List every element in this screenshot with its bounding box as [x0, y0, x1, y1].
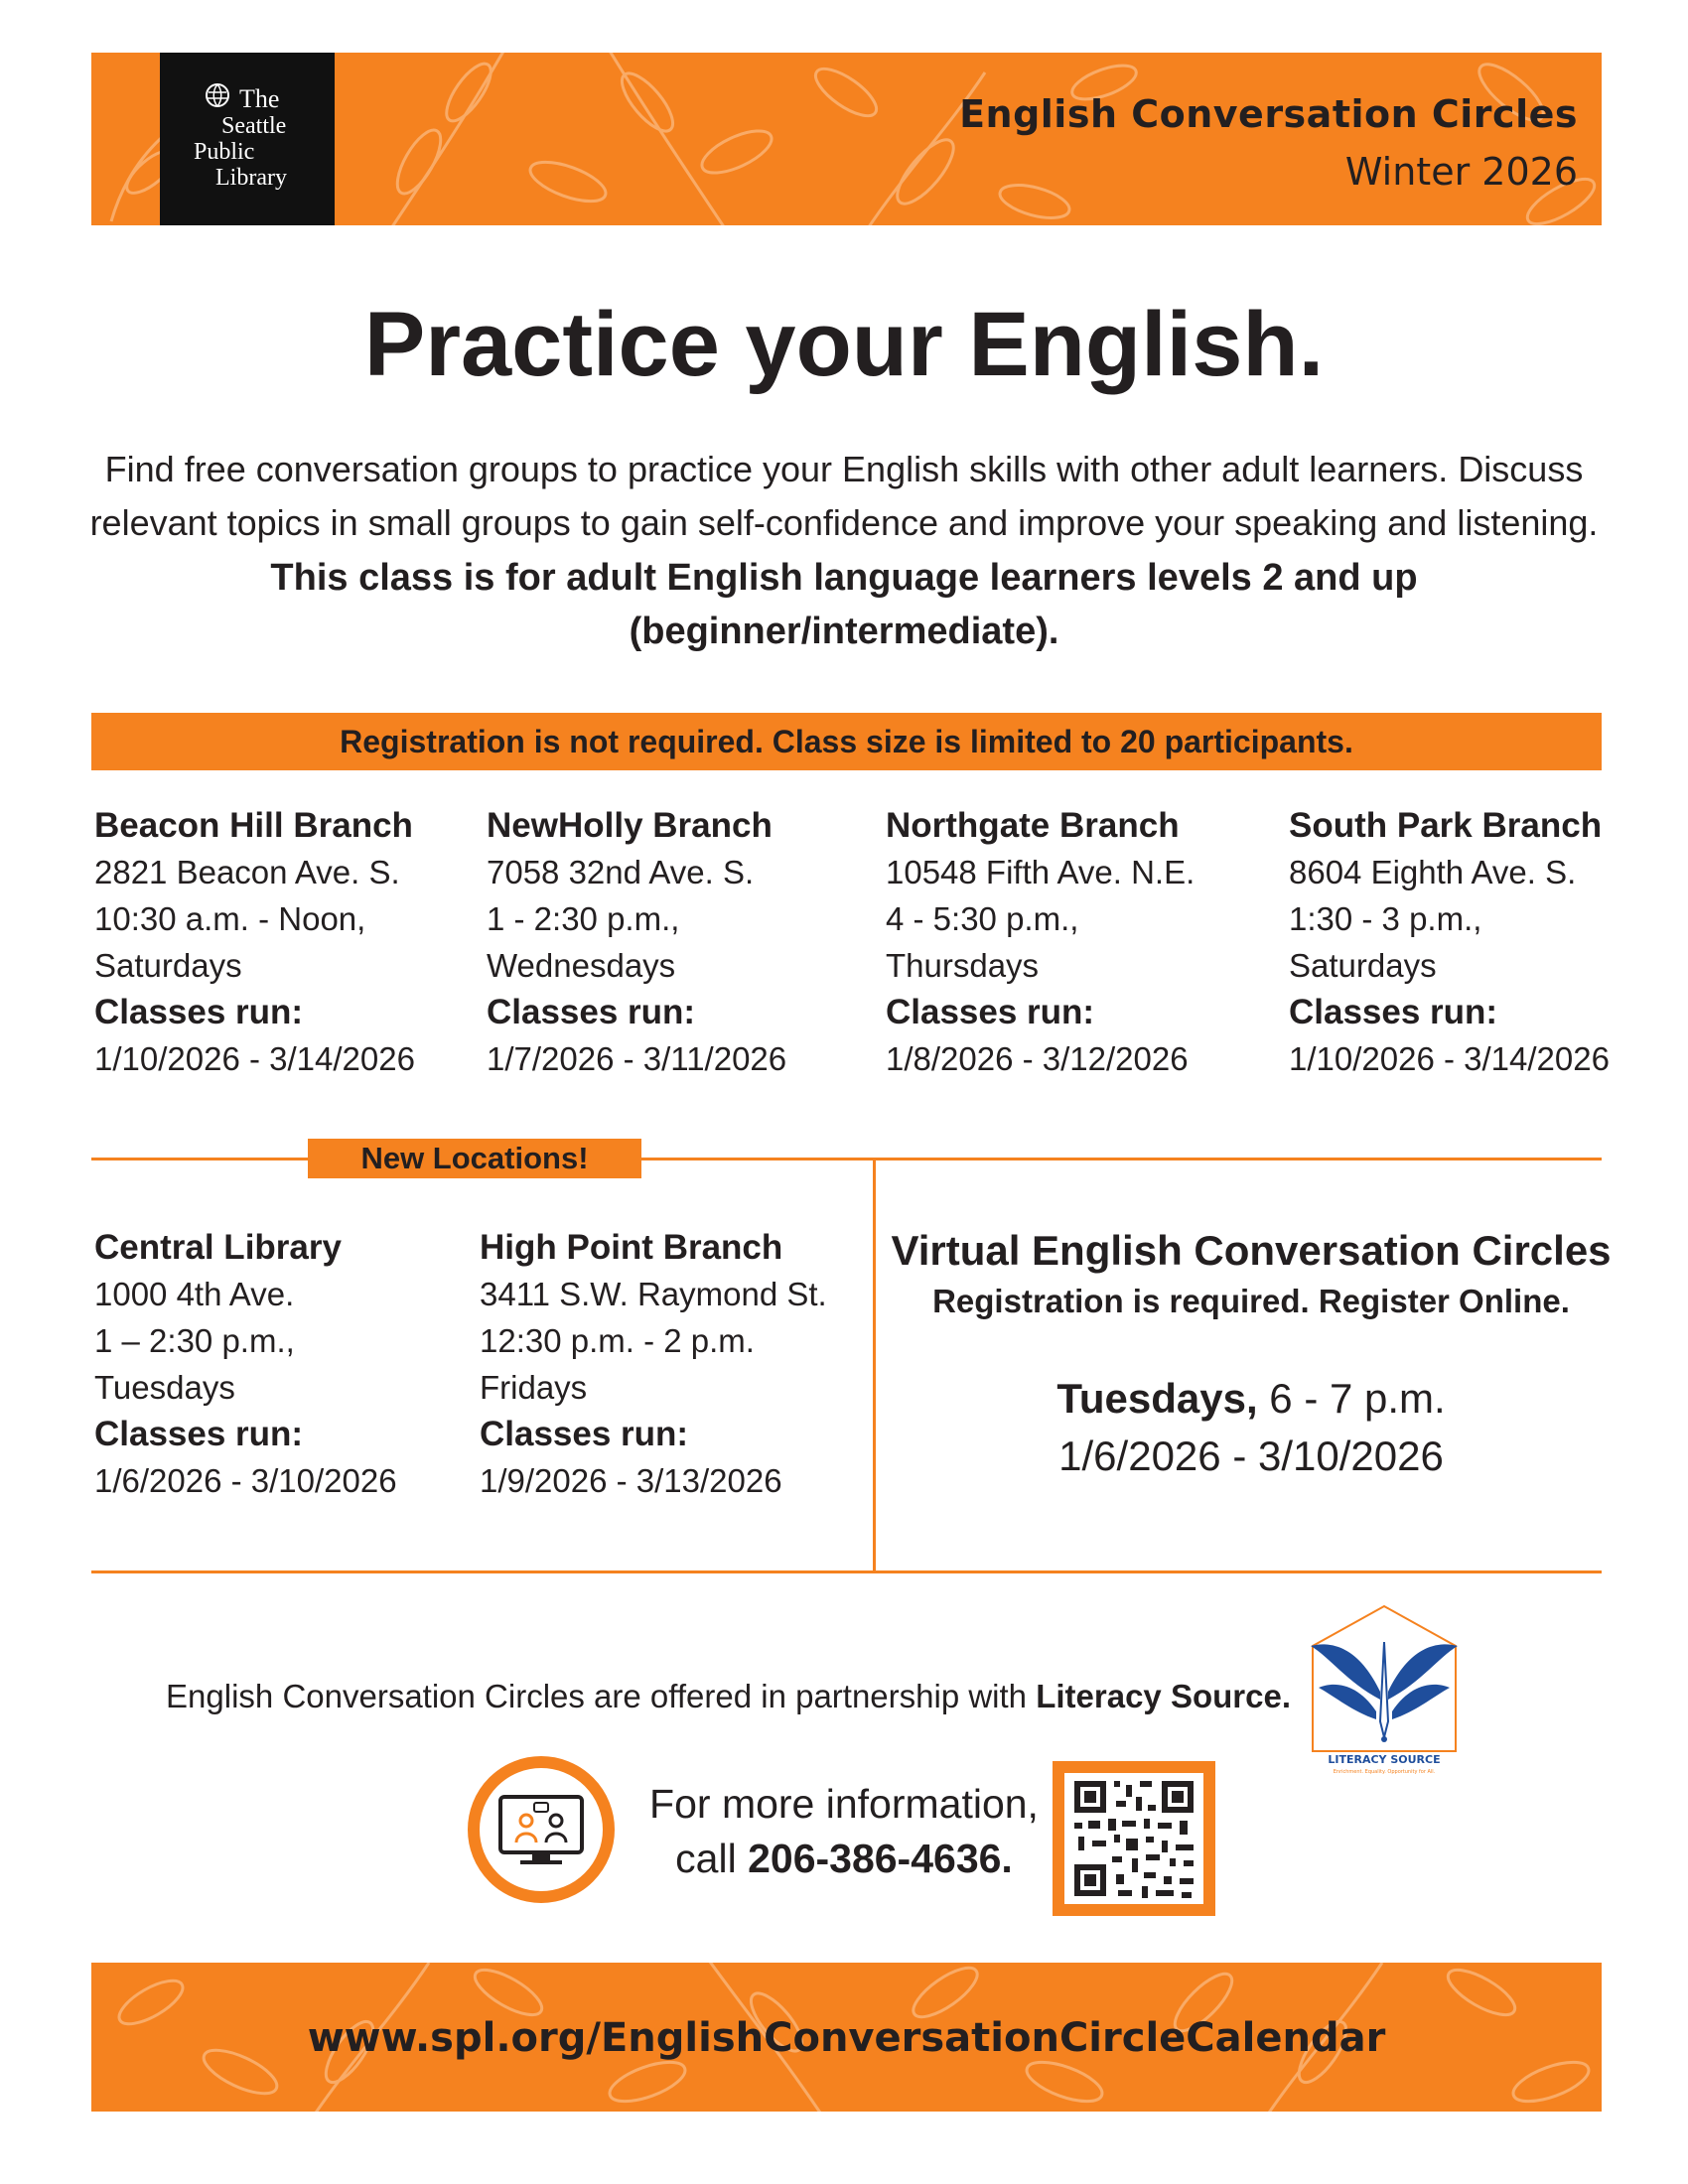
partner-name: Literacy Source.: [1036, 1678, 1291, 1714]
partnership-statement: [149, 1674, 1291, 1719]
virtual-meeting-icon: [467, 1755, 616, 1904]
branch-name: Northgate Branch: [886, 806, 1180, 845]
branch-dates: 1/10/2026 - 3/14/2026: [94, 1040, 415, 1077]
calendar-url-link[interactable]: www.spl.org/EnglishConversationCircleCalendar: [307, 2015, 1386, 2061]
classes-run-label: Classes run:: [1289, 993, 1498, 1031]
branch-day: Saturdays: [94, 947, 242, 984]
phone-number[interactable]: 206-386-4636.: [748, 1836, 1013, 1881]
branch-day: Wednesdays: [487, 947, 676, 984]
header-subtitle: Winter 2026: [1344, 150, 1578, 194]
branch-address: 2821 Beacon Ave. S.: [94, 854, 400, 890]
literacy-source-logo: [1307, 1602, 1462, 1777]
header-title: English Conversation Circles: [959, 92, 1578, 136]
literacy-source-tagline: Enrichment. Equality. Opportunity for All.: [1333, 1769, 1436, 1775]
classes-run-label: Classes run:: [886, 993, 1095, 1031]
branch-beacon-hill: [94, 802, 415, 1082]
qr-code[interactable]: [1053, 1761, 1215, 1916]
virtual-schedule: [874, 1370, 1628, 1428]
branch-northgate: [886, 802, 1195, 1082]
branch-name: Central Library: [94, 1228, 342, 1267]
branch-name: South Park Branch: [1289, 806, 1603, 845]
info-phone-line: [645, 1832, 1043, 1885]
logo-word-public: Public: [194, 139, 255, 165]
call-prefix: call: [675, 1836, 749, 1881]
logo-word-library: Library: [215, 165, 287, 191]
branch-day: Fridays: [480, 1369, 588, 1406]
library-globe-icon: [203, 80, 232, 110]
info-text-line-1: For more information,: [649, 1781, 1039, 1827]
branch-dates: 1/10/2026 - 3/14/2026: [1289, 1040, 1610, 1077]
branch-dates: 1/7/2026 - 3/11/2026: [487, 1040, 787, 1077]
virtual-registration-note: Registration is required. Register Online.: [932, 1283, 1570, 1319]
branch-address: 7058 32nd Ave. S.: [487, 854, 755, 890]
registration-notice-bar: Registration is not required. Class size is limited to 20 participants.: [91, 713, 1602, 770]
virtual-dates: 1/6/2026 - 3/10/2026: [1058, 1433, 1444, 1479]
branch-time: 1 - 2:30 p.m.,: [487, 900, 680, 937]
classes-run-label: Classes run:: [94, 993, 304, 1031]
branch-central-library: [94, 1224, 397, 1504]
header-banner: [91, 53, 1602, 225]
branch-high-point: [480, 1224, 827, 1504]
branch-time: 4 - 5:30 p.m.,: [886, 900, 1079, 937]
branch-time: 12:30 p.m. - 2 p.m.: [480, 1322, 755, 1359]
virtual-time: 6 - 7 p.m.: [1257, 1375, 1446, 1422]
branch-address: 1000 4th Ave.: [94, 1276, 295, 1312]
branch-name: NewHolly Branch: [487, 806, 773, 845]
branch-dates: 1/6/2026 - 3/10/2026: [94, 1462, 397, 1499]
intro-text-line-1: Find free conversation groups to practice your English skills with other adult learners. Discuss: [104, 449, 1584, 489]
branch-south-park: [1289, 802, 1610, 1082]
intro-text-line-2: relevant topics in small groups to gain self-confidence and improve your speaking and listening.: [89, 502, 1599, 543]
intro-audience-line-1: This class is for adult English language learners levels 2 and up: [270, 557, 1418, 599]
footer-banner: [91, 1963, 1602, 2112]
new-locations-badge: New Locations!: [308, 1139, 641, 1178]
logo-word-seattle: Seattle: [221, 113, 287, 139]
branch-name: High Point Branch: [480, 1228, 783, 1267]
branch-address: 8604 Eighth Ave. S.: [1289, 854, 1577, 890]
seattle-public-library-logo: [160, 53, 335, 225]
branch-time: 10:30 a.m. - Noon,: [94, 900, 366, 937]
page-headline: Practice your English.: [363, 294, 1325, 395]
virtual-circles-title: Virtual English Conversation Circles: [891, 1227, 1612, 1274]
branch-dates: 1/8/2026 - 3/12/2026: [886, 1040, 1189, 1077]
logo-word-the: The: [239, 84, 280, 113]
branch-day: Tuesdays: [94, 1369, 235, 1406]
section-divider-bottom: [91, 1570, 1602, 1573]
branch-dates: 1/9/2026 - 3/13/2026: [480, 1462, 782, 1499]
classes-run-label: Classes run:: [480, 1415, 689, 1453]
branch-time: 1:30 - 3 p.m.,: [1289, 900, 1482, 937]
classes-run-label: Classes run:: [487, 993, 696, 1031]
partnership-text: English Conversation Circles are offered in partnership with: [166, 1678, 1037, 1714]
branch-time: 1 – 2:30 p.m.,: [94, 1322, 295, 1359]
classes-run-label: Classes run:: [94, 1415, 304, 1453]
branch-day: Thursdays: [886, 947, 1040, 984]
branch-day: Saturdays: [1289, 947, 1437, 984]
branch-address: 3411 S.W. Raymond St.: [480, 1276, 827, 1312]
branch-newholly: [487, 802, 786, 1082]
intro-audience-line-2: (beginner/intermediate).: [629, 611, 1059, 652]
literacy-source-logo-text: LITERACY SOURCE: [1328, 1753, 1441, 1766]
section-divider-vertical: [873, 1160, 876, 1572]
virtual-day: Tuesdays,: [1056, 1375, 1258, 1422]
branch-name: Beacon Hill Branch: [94, 806, 413, 845]
branch-address: 10548 Fifth Ave. N.E.: [886, 854, 1196, 890]
